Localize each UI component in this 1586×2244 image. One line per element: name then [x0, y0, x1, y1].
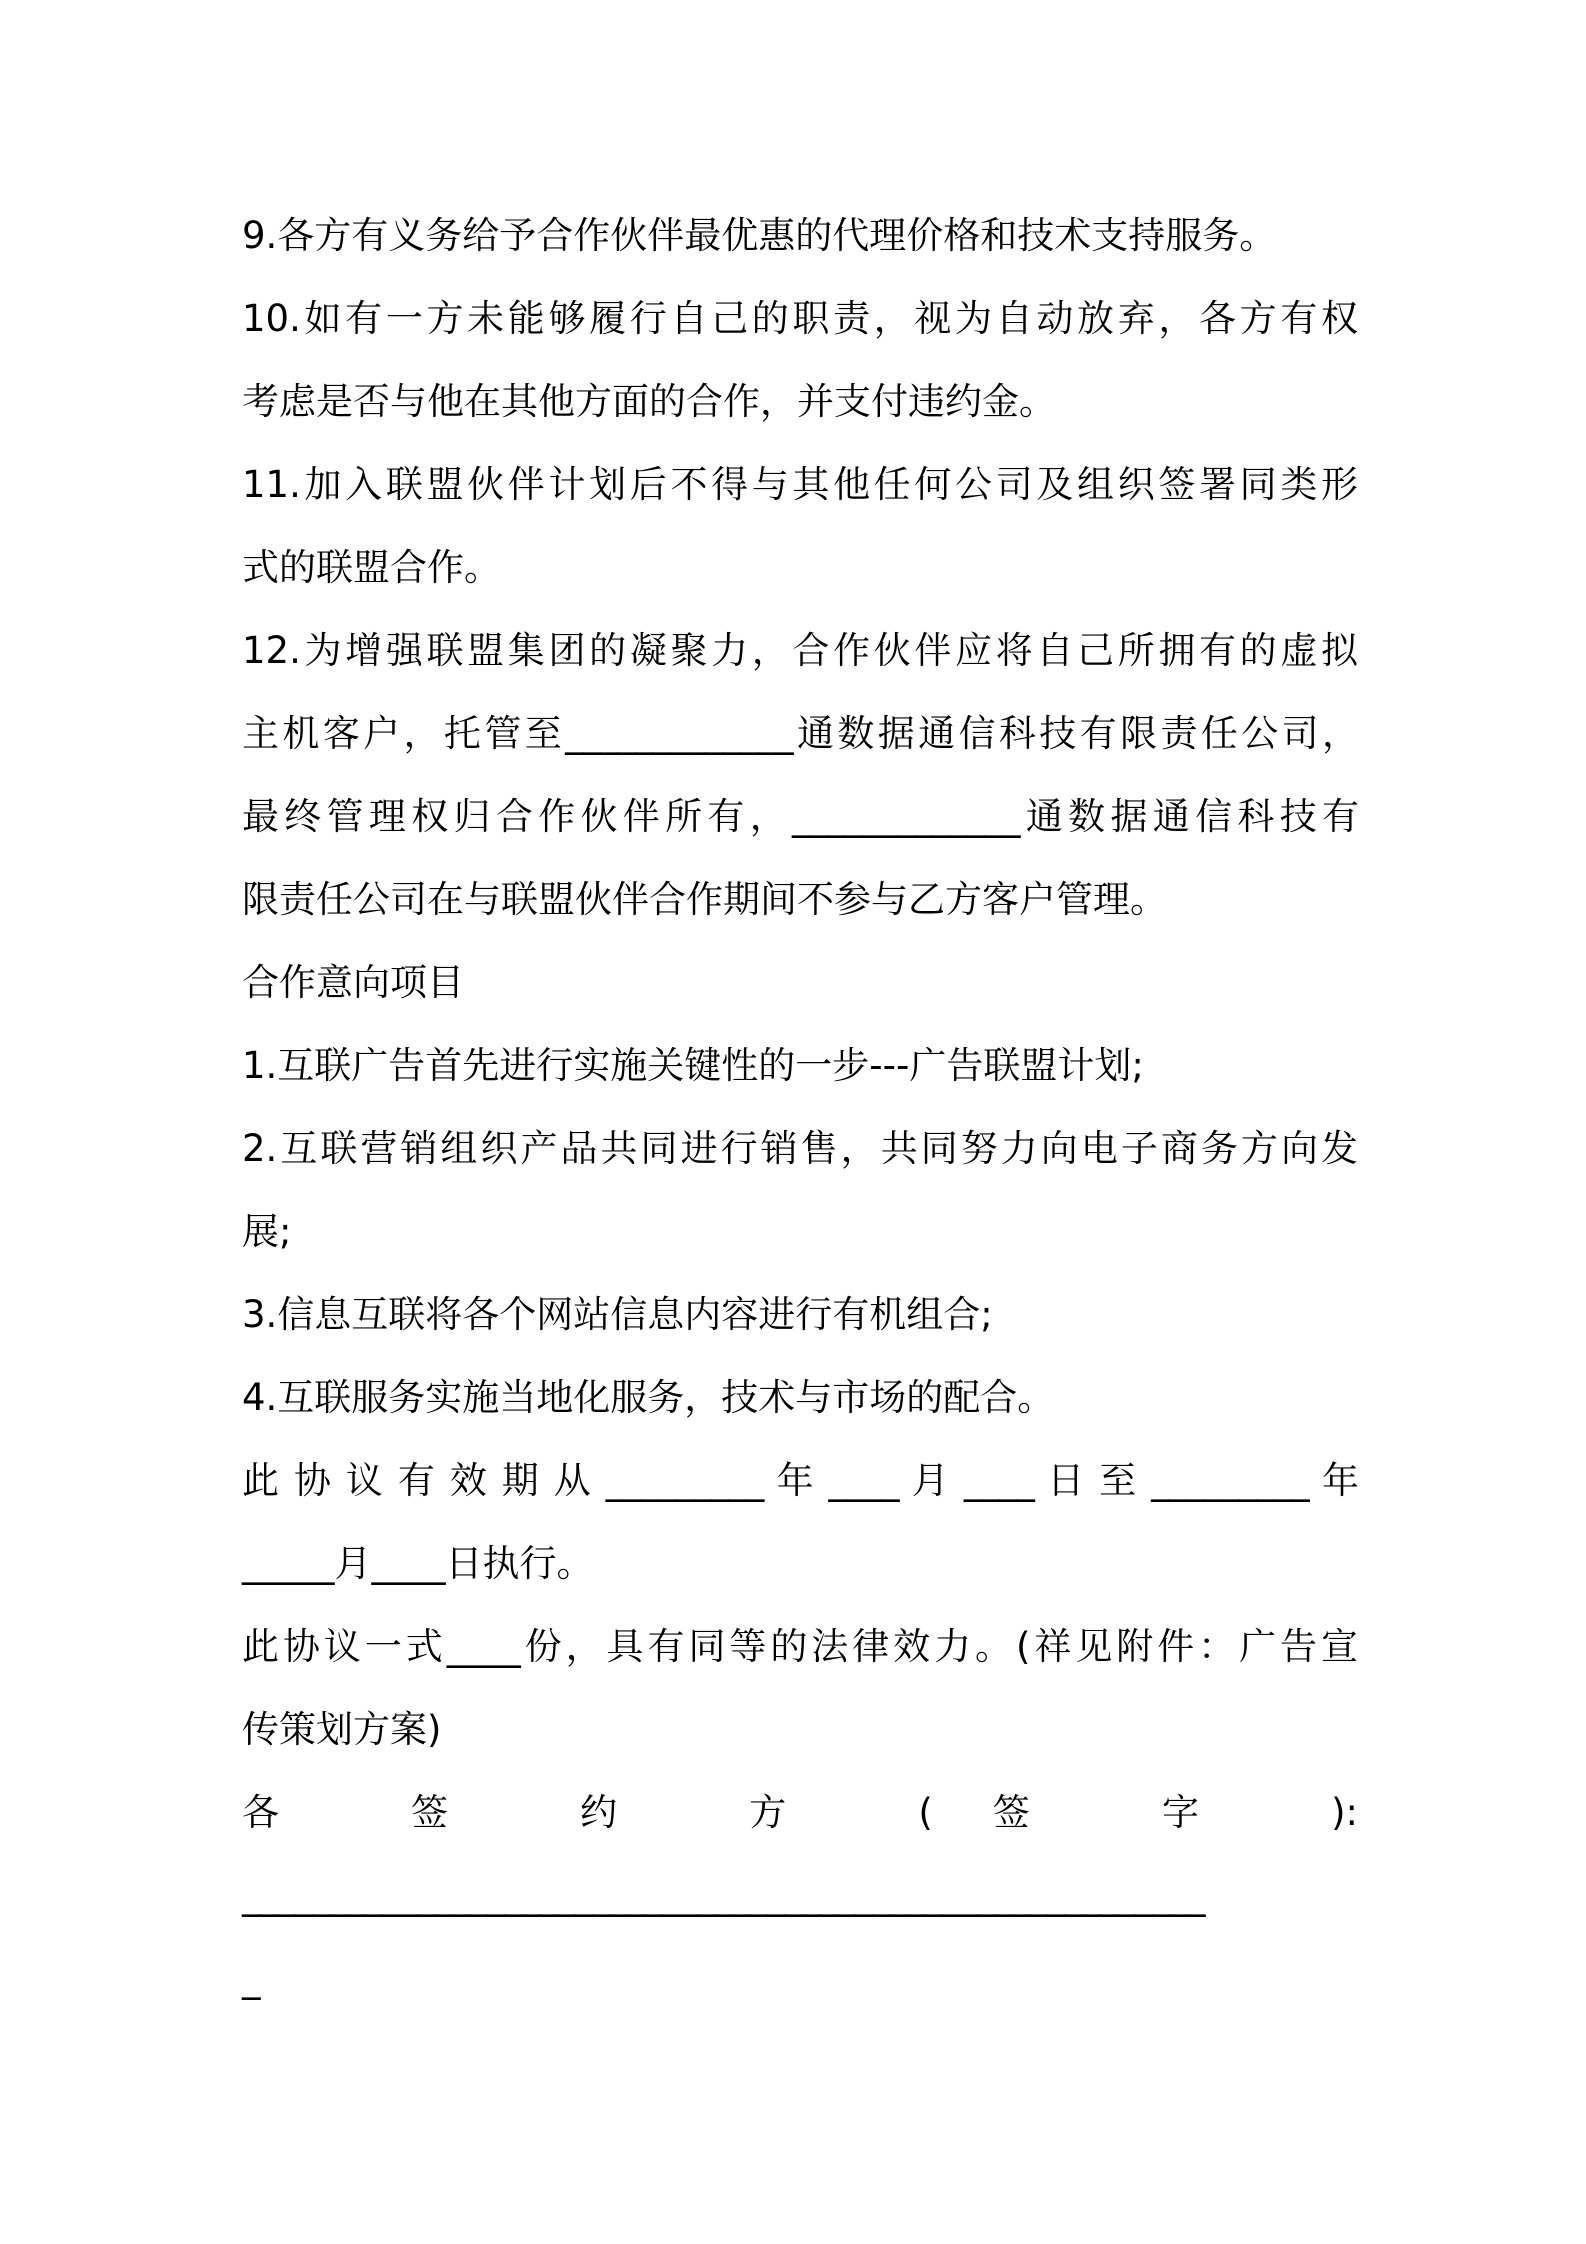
- clause-12-line-3: 最终管理权归合作伙伴所有，_____________通数据通信科技有: [242, 795, 1358, 838]
- project-item-3: 3.信息互联将各个网站信息内容进行有机组合;: [242, 1293, 993, 1336]
- project-item-4: 4.互联服务实施当地化服务，技术与市场的配合。: [242, 1376, 1055, 1419]
- signature-blank-line: _______________________________________________________: [242, 1874, 1205, 1917]
- project-item-2-line-1: 2.互联营销组织产品共同进行销售，共同努力向电子商务方向发: [242, 1127, 1358, 1170]
- clause-11-line-1: 11.加入联盟伙伴计划后不得与其他任何公司及组织签署同类形: [242, 463, 1358, 506]
- clause-11-line-2: 式的联盟合作。: [242, 546, 501, 589]
- clause-10-line-2: 考虑是否与他在其他方面的合作，并支付违约金。: [242, 380, 1056, 423]
- validity-line-1: 此 协 议 有 效 期 从 _________ 年 ____ 月 ____ 日 至 _________ 年: [242, 1459, 1358, 1502]
- project-item-1: 1.互联广告首先进行实施关键性的一步---广告联盟计划;: [242, 1044, 1144, 1087]
- signatories-label: 各 签 约 方 (签 字 ):: [242, 1791, 1358, 1834]
- section-heading: 合作意向项目: [242, 961, 464, 1004]
- clause-12-line-1: 12.为增强联盟集团的凝聚力，合作伙伴应将自己所拥有的虚拟: [242, 629, 1358, 672]
- copies-line-1: 此协议一式____份，具有同等的法律效力。(祥见附件：广告宣: [242, 1625, 1358, 1668]
- clause-12-line-4: 限责任公司在与联盟伙伴合作期间不参与乙方客户管理。: [242, 878, 1167, 921]
- signature-blank-tail: _: [242, 1957, 261, 2000]
- clause-12-line-2: 主机客户，托管至_____________通数据通信科技有限责任公司，: [242, 712, 1358, 755]
- clause-10-line-1: 10.如有一方未能够履行自己的职责，视为自动放弃，各方有权: [242, 297, 1358, 340]
- project-item-2-line-2: 展;: [242, 1210, 292, 1253]
- clause-9-line-1: 9.各方有义务给予合作伙伴最优惠的代理价格和技术支持服务。: [242, 214, 1277, 257]
- validity-line-2: _____月____日执行。: [242, 1542, 594, 1585]
- document-body: [242, 194, 1358, 2020]
- copies-line-2: 传策划方案): [242, 1708, 442, 1751]
